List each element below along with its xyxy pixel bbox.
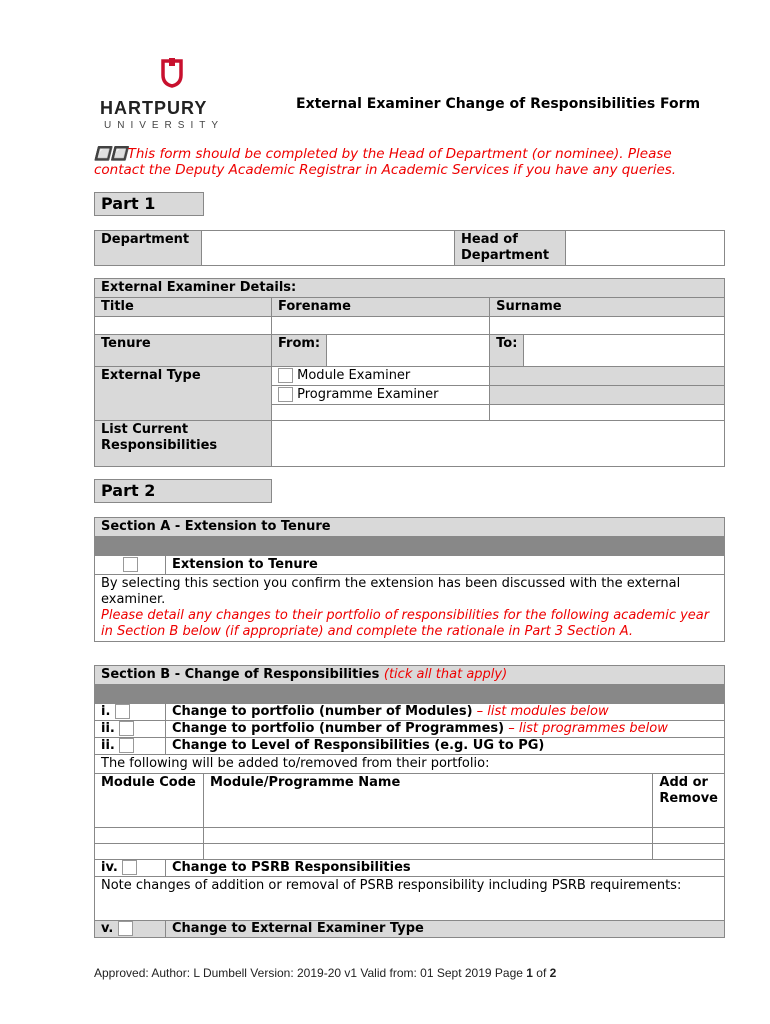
col-module-code: Module Code	[95, 774, 204, 828]
surname-label: Surname	[490, 298, 725, 317]
item-num: ii.	[101, 738, 115, 753]
part1-heading: Part 1	[94, 192, 204, 216]
extension-label: Extension to Tenure	[166, 556, 725, 575]
checkbox-programme-examiner[interactable]	[278, 387, 293, 402]
section-b-table	[94, 665, 725, 938]
item-row-iii[interactable]	[95, 738, 725, 755]
from-field[interactable]	[327, 335, 490, 367]
department-field[interactable]	[202, 231, 455, 266]
module-examiner-label: Module Examiner	[297, 368, 411, 383]
external-details-table	[94, 278, 725, 467]
logo-brand: HARTPURY	[100, 98, 208, 118]
forename-label: Forename	[272, 298, 490, 317]
blank-cell	[490, 367, 725, 386]
checkbox-item-i[interactable]	[115, 704, 130, 719]
forename-field[interactable]	[272, 317, 490, 335]
footer-text: Approved: Author: L Dumbell Version: 2019-20 v1 Valid from: 01 Sept 2019 Page	[94, 966, 527, 980]
list-current-label: List Current Responsibilities	[95, 421, 272, 467]
table-cell[interactable]	[204, 828, 653, 844]
item-label: Change to portfolio (number of Modules)	[172, 704, 473, 719]
item-num: iv.	[101, 860, 118, 875]
tenure-label: Tenure	[95, 335, 272, 367]
section-a-bar	[95, 537, 725, 556]
item-num: ii.	[101, 721, 115, 736]
table-cell[interactable]	[204, 844, 653, 860]
head-label: Head of Department	[455, 231, 566, 266]
checkbox-item-v[interactable]	[118, 921, 133, 936]
section-a-title: Section A - Extension to Tenure	[95, 518, 725, 537]
item-num: v.	[101, 921, 114, 936]
footer-page: 1	[526, 966, 533, 980]
head-field[interactable]	[566, 231, 725, 266]
item-row-ii[interactable]	[95, 721, 725, 738]
type-label: Change to External Examiner Type	[172, 921, 424, 936]
item-note: – list programmes below	[504, 721, 668, 736]
section-b-bar	[95, 685, 725, 704]
extension-text-cell	[95, 575, 725, 642]
psrb-text[interactable]: Note changes of addition or removal of PSRB responsibility including PSRB requirements:	[95, 877, 725, 921]
logo-sub: UNIVERSITY	[104, 120, 225, 131]
ext-type-blank	[272, 405, 490, 421]
checkbox-item-ii[interactable]	[119, 721, 134, 736]
footer-of: of	[532, 966, 550, 980]
item-label: Change to Level of Responsibilities (e.g. UG to PG)	[172, 738, 545, 753]
surname-field[interactable]	[490, 317, 725, 335]
table-cell[interactable]	[95, 828, 204, 844]
ext-type-label: External Type	[95, 367, 272, 421]
from-label: From:	[272, 335, 327, 367]
section-a-table	[94, 517, 725, 642]
checkbox-item-iii[interactable]	[119, 738, 134, 753]
programme-examiner-label: Programme Examiner	[297, 387, 439, 402]
module-examiner-option[interactable]	[272, 367, 490, 386]
table-cell[interactable]	[95, 844, 204, 860]
section-b-note: (tick all that apply)	[383, 667, 508, 682]
footer	[94, 966, 556, 980]
extension-text: By selecting this section you confirm the extension has been discussed with the external examiner.	[101, 576, 681, 607]
item-label: Change to portfolio (number of Programmes)	[172, 721, 505, 736]
extension-checkbox-cell[interactable]	[95, 556, 166, 575]
table-cell[interactable]	[653, 844, 725, 860]
item-note: – list modules below	[472, 704, 609, 719]
blank-cell	[490, 386, 725, 405]
item-row-v[interactable]	[95, 921, 725, 938]
following-text: The following will be added to/removed from their portfolio:	[95, 755, 725, 774]
col-add: Add or Remove	[653, 774, 725, 828]
department-label: Department	[95, 231, 202, 266]
list-current-field[interactable]	[272, 421, 725, 467]
title-field[interactable]	[95, 317, 272, 335]
col-name: Module/Programme Name	[204, 774, 653, 828]
part2-heading: Part 2	[94, 479, 272, 503]
checkbox-item-iv[interactable]	[122, 860, 137, 875]
checkbox-extension[interactable]	[123, 557, 138, 572]
item-num: i.	[101, 704, 111, 719]
table-cell[interactable]	[653, 828, 725, 844]
section-b-title-cell	[95, 666, 725, 685]
psrb-label: Change to PSRB Responsibilities	[172, 860, 411, 875]
ext-details-heading: External Examiner Details:	[95, 279, 725, 298]
page-title: External Examiner Change of Responsibilities Form	[296, 96, 701, 112]
extension-red-text: Please detail any changes to their portfolio of responsibilities for the following academic year in Section B below (if appropriate) and complete the rationale in Part 3 Section A.	[101, 608, 710, 639]
intro-text: 🔲🔲This form should be completed by the Head of Department (or nominee). Please contact the Deputy Academic Registrar in Academic Services if you have any queries.	[94, 146, 677, 178]
to-label: To:	[490, 335, 524, 367]
checkbox-module-examiner[interactable]	[278, 368, 293, 383]
item-row-i[interactable]	[95, 704, 725, 721]
shield-icon	[160, 58, 184, 88]
programme-examiner-option[interactable]	[272, 386, 490, 405]
ext-type-blank-2	[490, 405, 725, 421]
department-table	[94, 230, 725, 266]
item-row-iv[interactable]	[95, 860, 725, 877]
footer-total: 2	[549, 966, 557, 980]
title-label: Title	[95, 298, 272, 317]
section-b-title: Section B - Change of Responsibilities	[101, 667, 380, 682]
to-field[interactable]	[524, 335, 725, 367]
